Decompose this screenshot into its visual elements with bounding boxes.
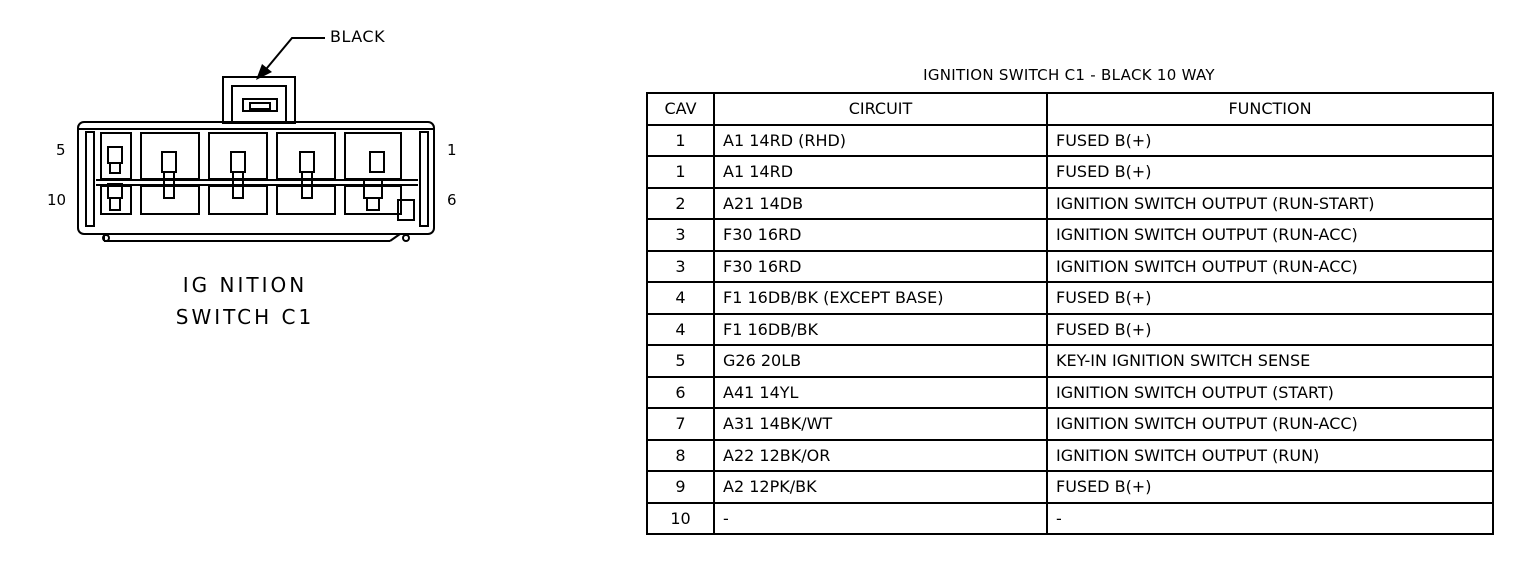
cell-cav: 1 bbox=[647, 156, 714, 188]
cell-cav: 8 bbox=[647, 440, 714, 472]
cell-cav: 3 bbox=[647, 219, 714, 251]
cell-cav: 5 bbox=[647, 345, 714, 377]
cell-circuit: F1 16DB/BK (EXCEPT BASE) bbox=[714, 282, 1047, 314]
table-row bbox=[647, 251, 1493, 283]
table-row bbox=[647, 503, 1493, 535]
callout-leader bbox=[262, 38, 325, 74]
pinout-table bbox=[646, 92, 1494, 535]
cell-function: IGNITION SWITCH OUTPUT (RUN-ACC) bbox=[1047, 408, 1493, 440]
cell-function: IGNITION SWITCH OUTPUT (RUN-ACC) bbox=[1047, 251, 1493, 283]
connector-rail-left bbox=[86, 132, 94, 226]
cell-cav: 1 bbox=[647, 125, 714, 157]
cell-circuit: - bbox=[714, 503, 1047, 535]
header-function: FUNCTION bbox=[1047, 93, 1493, 125]
cell-circuit: F30 16RD bbox=[714, 251, 1047, 283]
cell-circuit: F1 16DB/BK bbox=[714, 314, 1047, 346]
cell-circuit: A1 14RD bbox=[714, 156, 1047, 188]
cell-circuit: A21 14DB bbox=[714, 188, 1047, 220]
cell-cav: 6 bbox=[647, 377, 714, 409]
pin-label-bottom-left: 10 bbox=[47, 191, 67, 209]
table-title: IGNITION SWITCH C1 - BLACK 10 WAY bbox=[923, 66, 1215, 84]
cell-cav: 4 bbox=[647, 282, 714, 314]
connector-name-line1: IG NITION bbox=[182, 273, 308, 297]
pin-label-bottom-right: 6 bbox=[447, 191, 457, 209]
callout-label: BLACK bbox=[330, 27, 386, 46]
table-row bbox=[647, 440, 1493, 472]
cell-cav: 4 bbox=[647, 314, 714, 346]
header-circuit: CIRCUIT bbox=[714, 93, 1047, 125]
table-row bbox=[647, 314, 1493, 346]
cell-circuit: F30 16RD bbox=[714, 219, 1047, 251]
table-row bbox=[647, 408, 1493, 440]
cell-function: FUSED B(+) bbox=[1047, 156, 1493, 188]
cell-cav: 3 bbox=[647, 251, 714, 283]
table-row bbox=[647, 282, 1493, 314]
pin-label-top-left: 5 bbox=[56, 141, 66, 159]
cell-cav: 10 bbox=[647, 503, 714, 535]
cell-function: - bbox=[1047, 503, 1493, 535]
table-row bbox=[647, 156, 1493, 188]
cell-circuit: A2 12PK/BK bbox=[714, 471, 1047, 503]
cell-cav: 9 bbox=[647, 471, 714, 503]
table-row bbox=[647, 377, 1493, 409]
cell-function: FUSED B(+) bbox=[1047, 125, 1493, 157]
table-row bbox=[647, 188, 1493, 220]
cell-function: IGNITION SWITCH OUTPUT (RUN-START) bbox=[1047, 188, 1493, 220]
header-cav: CAV bbox=[647, 93, 714, 125]
connector-name-line2: SWITCH C1 bbox=[175, 305, 315, 329]
cell-function: FUSED B(+) bbox=[1047, 282, 1493, 314]
cell-function: IGNITION SWITCH OUTPUT (RUN-ACC) bbox=[1047, 219, 1493, 251]
table-row bbox=[647, 125, 1493, 157]
pin-label-top-right: 1 bbox=[447, 141, 457, 159]
table-row bbox=[647, 471, 1493, 503]
cell-function: KEY-IN IGNITION SWITCH SENSE bbox=[1047, 345, 1493, 377]
cell-circuit: A1 14RD (RHD) bbox=[714, 125, 1047, 157]
cell-circuit: G26 20LB bbox=[714, 345, 1047, 377]
cell-cav: 2 bbox=[647, 188, 714, 220]
table-row bbox=[647, 345, 1493, 377]
cell-circuit: A31 14BK/WT bbox=[714, 408, 1047, 440]
cell-function: FUSED B(+) bbox=[1047, 471, 1493, 503]
cell-circuit: A22 12BK/OR bbox=[714, 440, 1047, 472]
cell-cav: 7 bbox=[647, 408, 714, 440]
table-header-row bbox=[647, 93, 1493, 125]
cell-circuit: A41 14YL bbox=[714, 377, 1047, 409]
cell-function: IGNITION SWITCH OUTPUT (START) bbox=[1047, 377, 1493, 409]
connector-rail-right bbox=[420, 132, 428, 226]
table-row bbox=[647, 219, 1493, 251]
cell-function: IGNITION SWITCH OUTPUT (RUN) bbox=[1047, 440, 1493, 472]
cell-function: FUSED B(+) bbox=[1047, 314, 1493, 346]
